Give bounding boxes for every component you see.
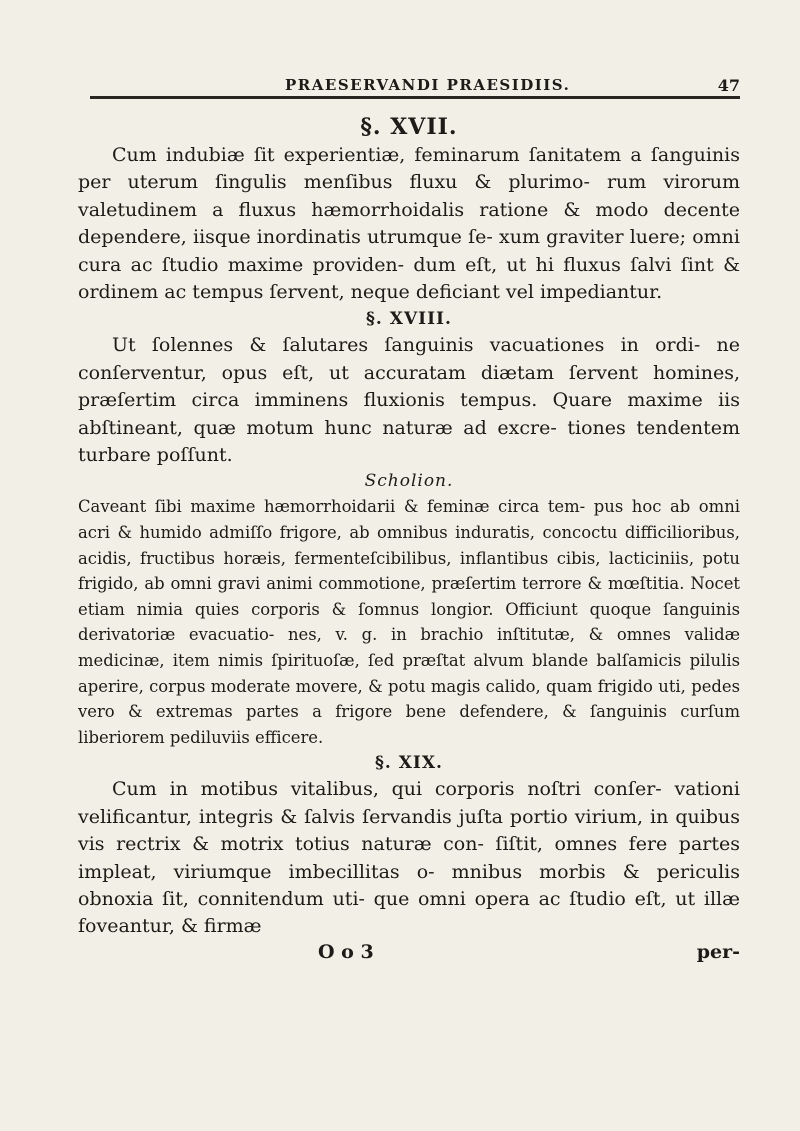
running-head-title: PRAESERVANDI PRAESIDIIS. <box>285 76 571 94</box>
section-paragraph-xviii: Ut ſolennes & ſalutares ſanguinis vacuationes in ordi- ne conſerventur, opus eſt, ut accuratam diætam ſervent homines, præſertim circa imminens fluxionis tempus. Quare maxime iis abſtineant, quæ motum hunc naturæ ad excre- tiones tendentem turbare poſſunt. <box>78 334 740 467</box>
signature-mark: O o 3 <box>318 940 374 963</box>
section-heading-xviii: §. XVIII. <box>366 309 452 330</box>
running-head <box>90 74 740 102</box>
section-paragraph-xix: Cum in motibus vitalibus, qui corporis noſtri conſer- vationi velificantur, integris & ſalvis ſervandis juſta portio virium, in quibus vis rectrix & motrix totius naturæ con- ſiſtit, omnes fere partes impleat, viriumque imbecillitas o- mnibus morbis & periculis obnoxia ſit, connitendum uti- que omni opera ac ſtudio eſt, ut illæ foveantur, & firmæ <box>78 778 740 938</box>
scholion-paragraph: Caveant ſibi maxime hæmorrhoidarii & feminæ circa tem- pus hoc ab omni acri & humido admiſſo frigore, ab omnibus induratis, concoctu difficilioribus, acidis, fructibus horæis, fermenteſcibilibus, inflantibus cibis, lacticiniis, potu frigido, ab omni gravi animi commotione, præſertim terrore & mœſtitia. Nocet etiam nimia quies corporis & ſomnus longior. Officiunt quoque ſanguinis derivatoriæ evacuatio- nes, v. g. in brachio inſtitutæ, & omnes validæ medicinæ, item nimis ſpirituoſæ, ſed præſtat alvum blande balſamicis pilulis aperire, corpus moderate movere, & potu magis calido, quam frigido uti, pedes vero & extremas partes a frigore bene defendere, & ſanguinis curſum liberiorem pediluviis efficere. <box>78 497 740 747</box>
scholion-heading: Scholion. <box>364 471 454 492</box>
page-footer <box>78 941 740 967</box>
catchword: per- <box>696 940 740 963</box>
body-text <box>78 112 740 967</box>
page-number: 47 <box>717 76 740 95</box>
header-rule <box>90 96 740 99</box>
section-heading-xix: §. XIX. <box>375 753 443 774</box>
section-heading-xvii: §. XVII. <box>360 114 458 140</box>
section-paragraph-xvii: Cum indubiæ ſit experientiæ, feminarum ſanitatem a ſanguinis per uterum ſingulis menſibus fluxu & plurimo- rum virorum valetudinem a fluxus hæmorrhoidalis ratione & modo decente dependere, iisque inordinatis utrumque ſe- xum graviter luere; omni cura ac ſtudio maxime providen- dum eſt, ut hi fluxus ſalvi ſint & ordinem ac tempus ſervent, neque deficiant vel impediantur. <box>78 144 740 304</box>
